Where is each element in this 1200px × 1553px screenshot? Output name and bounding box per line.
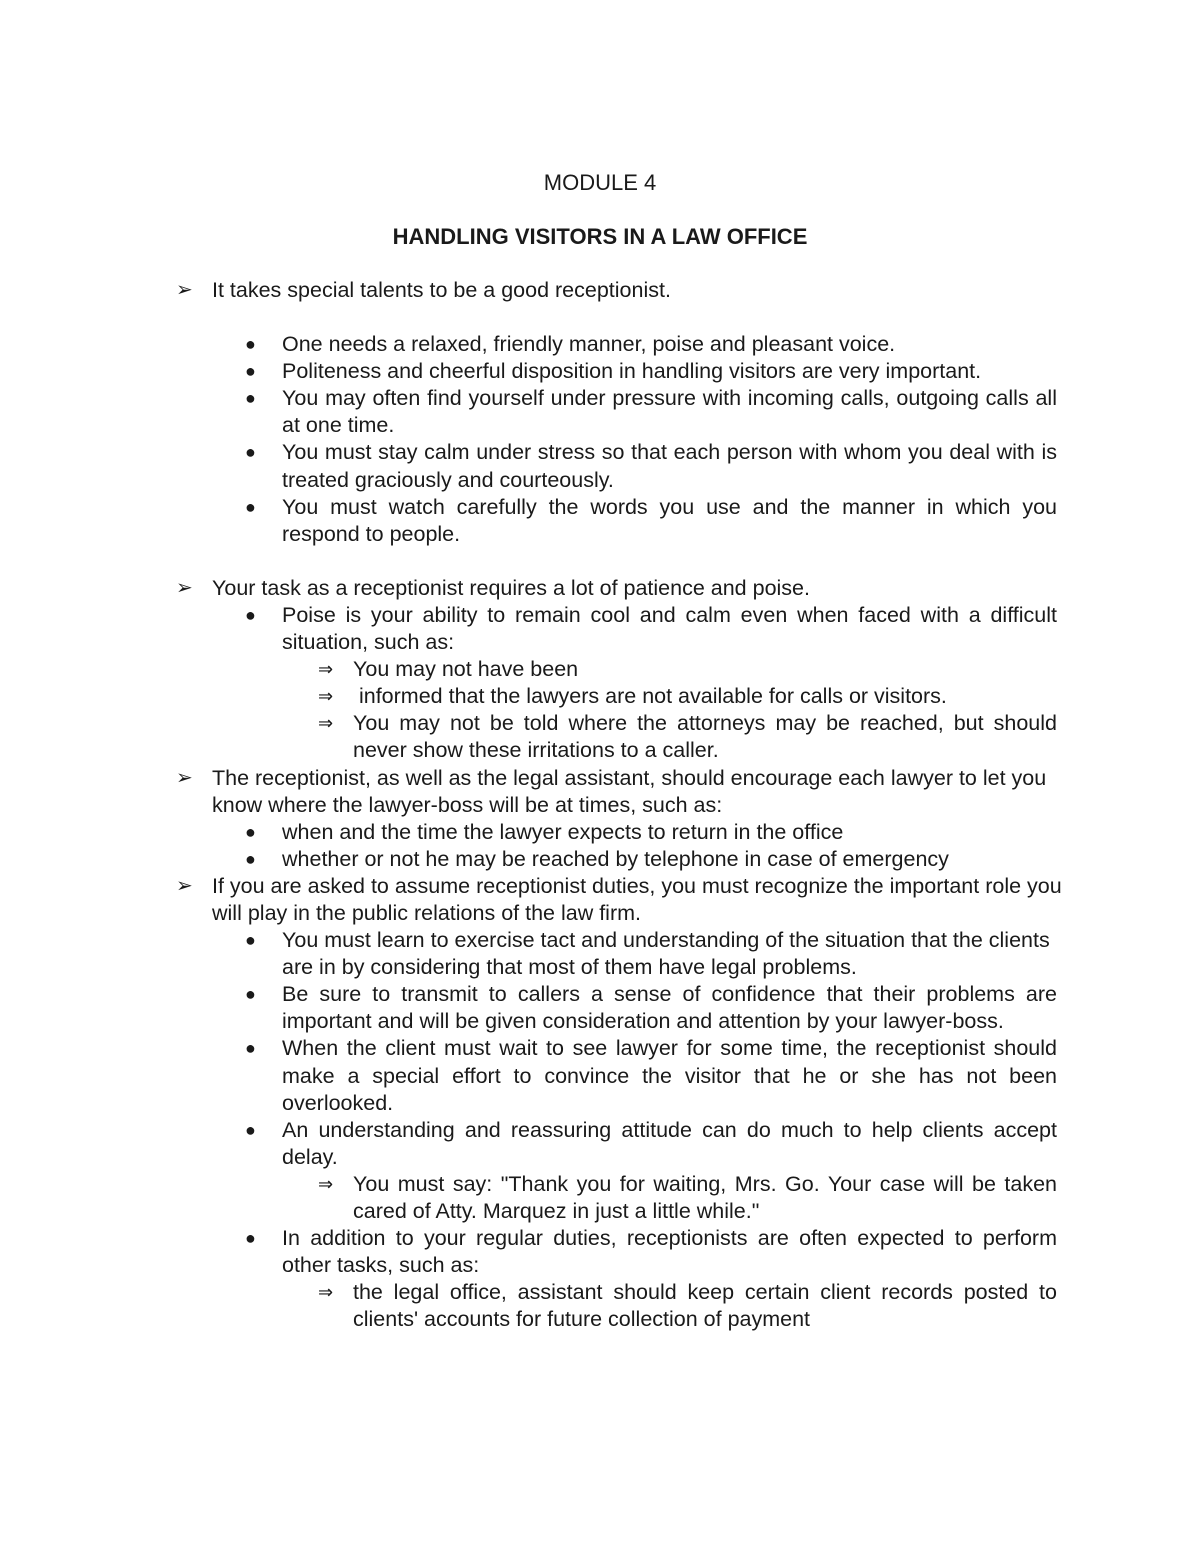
list-item-text: You must watch carefully the words you use and the manner in which you respond to people.: [282, 494, 1057, 546]
bullet-icon: ●: [245, 604, 256, 625]
list-item: [0, 602, 1200, 656]
list-item: [0, 439, 1200, 493]
list-item-text: An understanding and reassuring attitude can do much to help clients accept delay.: [282, 1117, 1057, 1169]
list-item: [0, 358, 1200, 385]
list-item: [0, 494, 1200, 548]
section-text: The receptionist, as well as the legal assistant, should encourage each lawyer to let you know where the lawyer-boss will be at times, such as:: [212, 765, 1047, 817]
implies-arrow-icon: ⇒: [318, 659, 334, 680]
implies-arrow-icon: ⇒: [318, 686, 334, 707]
list-item-text: You must learn to exercise tact and understanding of the situation that the clients are in by considering that most of them have legal problems.: [282, 928, 1050, 980]
list-item-text: Poise is your ability to remain cool and calm even when faced with a difficult situation, such as:: [282, 602, 1057, 655]
sub-list-item-text: You may not be told where the attorneys may be reached, but should never show these irritations to a caller.: [353, 711, 1057, 763]
list-item: [0, 331, 1200, 358]
list-item: [0, 1035, 1200, 1116]
module-label: MODULE 4: [543, 170, 657, 195]
list-item-text: You may often find yourself under pressure with incoming calls, outgoing calls all at one time.: [282, 386, 1057, 438]
section-text: It takes special talents to be a good receptionist.: [212, 278, 671, 302]
arrow-bullet-icon: ➢: [176, 874, 193, 897]
implies-arrow-icon: ⇒: [318, 1173, 334, 1194]
list-item-text: In addition to your regular duties, receptionists are often expected to perform other tasks, such as:: [282, 1226, 1057, 1278]
sub-list-item-text: informed that the lawyers are not available for calls or visitors.: [353, 684, 947, 709]
list-item-text: When the client must wait to see lawyer for some time, the receptionist should make a special effort to convince the visitor that he or she has not been overlooked.: [282, 1036, 1057, 1115]
sub-list-item-text: You must say: "Thank you for waiting, Mrs. Go. Your case will be taken cared of Atty. Marquez in just a little while.": [353, 1171, 1057, 1223]
list-item: [0, 819, 1200, 846]
bullet-icon: ●: [245, 388, 256, 409]
sub-list-item: [0, 1171, 1200, 1225]
bullet-icon: ●: [245, 1228, 256, 1249]
bullet-icon: ●: [245, 1119, 256, 1140]
bullet-icon: ●: [245, 334, 256, 355]
sub-list-item-text: You may not have been: [353, 657, 579, 682]
bullet-icon: ●: [245, 361, 256, 382]
list-item-text: Be sure to transmit to callers a sense of confidence that their problems are important and will be given consideration and attention by your lawyer-boss.: [282, 982, 1057, 1034]
arrow-bullet-icon: ➢: [176, 766, 193, 789]
bullet-icon: ●: [245, 984, 256, 1005]
section-4-heading: [0, 873, 1200, 927]
list-item: [0, 927, 1200, 981]
list-item-text: when and the time the lawyer expects to return in the office: [282, 819, 844, 844]
bullet-icon: ●: [245, 496, 256, 517]
bullet-icon: ●: [245, 821, 256, 842]
list-item: [0, 1117, 1200, 1171]
list-item-text: Politeness and cheerful disposition in handling visitors are very important.: [282, 359, 982, 384]
sub-list-item: [0, 710, 1200, 764]
implies-arrow-icon: ⇒: [318, 1282, 334, 1303]
bullet-icon: ●: [245, 1038, 256, 1059]
bullet-icon: ●: [245, 442, 256, 463]
bullet-icon: ●: [245, 848, 256, 869]
document-body: [0, 277, 1200, 1333]
list-item: [0, 385, 1200, 439]
list-item: [0, 981, 1200, 1035]
list-item: [0, 1225, 1200, 1279]
section-2-heading: [0, 575, 1200, 602]
list-item-text: One needs a relaxed, friendly manner, poise and pleasant voice.: [282, 332, 896, 357]
arrow-bullet-icon: ➢: [176, 576, 193, 599]
section-3-heading: [0, 765, 1200, 819]
page-title: HANDLING VISITORS IN A LAW OFFICE: [392, 224, 808, 249]
bullet-icon: ●: [245, 930, 256, 951]
sub-list-item: [0, 1279, 1200, 1333]
sub-list-item: [0, 656, 1200, 683]
list-item: [0, 846, 1200, 873]
section-text: If you are asked to assume receptionist duties, you must recognize the important role you will play in the public relations of the law firm.: [212, 873, 1062, 925]
implies-arrow-icon: ⇒: [318, 713, 334, 734]
sub-list-item: [0, 683, 1200, 710]
list-item-text: You must stay calm under stress so that each person with whom you deal with is treated graciously and courteously.: [282, 440, 1057, 492]
section-text: Your task as a receptionist requires a lot of patience and poise.: [212, 575, 810, 600]
section-1-heading: [0, 277, 1200, 304]
list-item-text: whether or not he may be reached by telephone in case of emergency: [282, 846, 949, 871]
arrow-bullet-icon: ➢: [176, 279, 193, 301]
sub-list-item-text: the legal office, assistant should keep certain client records posted to clients' accounts for future collection of payment: [353, 1280, 1057, 1332]
